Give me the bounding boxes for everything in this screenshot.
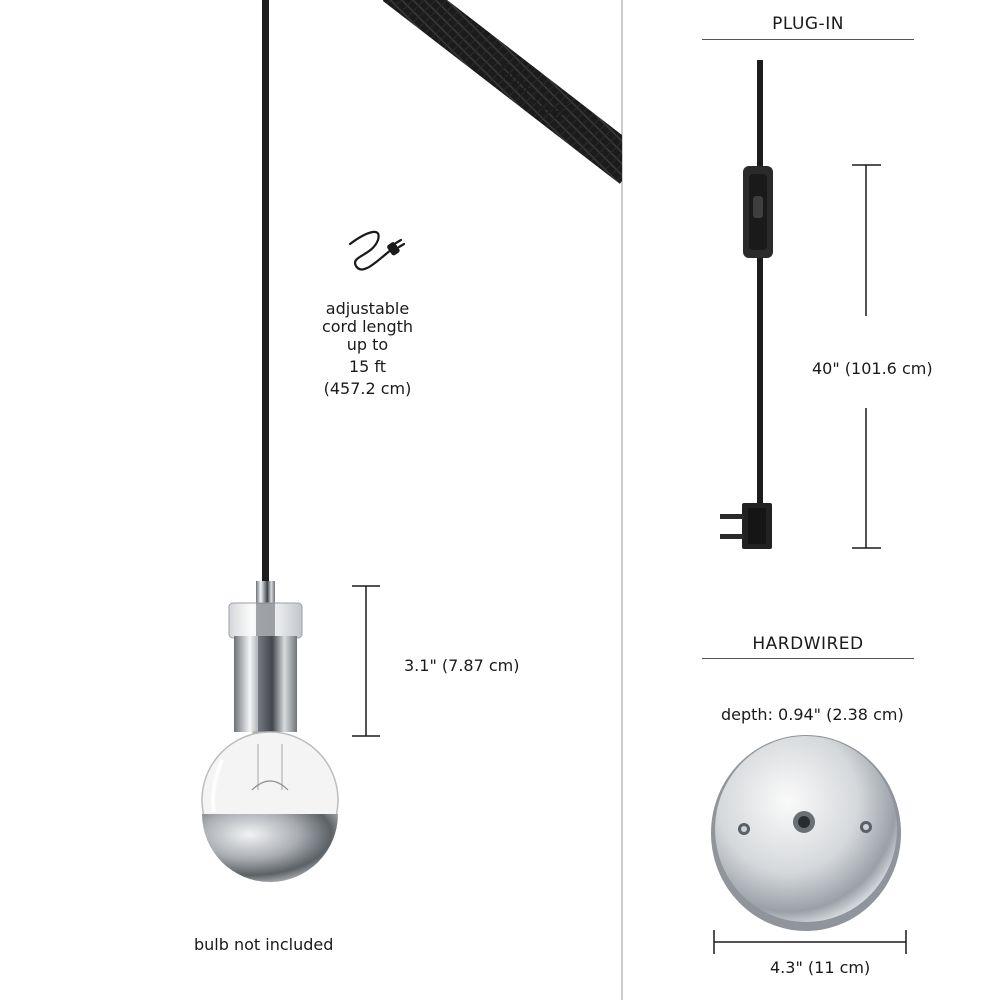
- cord-length-line: (457.2 cm): [323, 379, 412, 398]
- cord-length-line: up to: [346, 335, 389, 354]
- plugin-header: PLUG-IN: [772, 14, 844, 34]
- cord-length-line: cord length: [321, 317, 414, 336]
- canopy-width-label: 4.3" (11 cm): [770, 958, 871, 977]
- cord-length-line: adjustable: [325, 299, 410, 318]
- plugin-cord-dimension: [852, 165, 881, 548]
- bulb-note: bulb not included: [194, 935, 334, 954]
- cord-length-line: 15 ft: [348, 357, 387, 376]
- plugin-header-rule: [702, 39, 914, 40]
- plug-cord-icon: [350, 232, 404, 270]
- canopy-width-dimension: [714, 930, 906, 954]
- hardwired-header-rule: [702, 658, 914, 659]
- canopy-depth-label: depth: 0.94" (2.38 cm): [721, 705, 904, 724]
- plug-prong: [720, 514, 744, 519]
- plugin-cord-illustration: [720, 60, 773, 549]
- pendant-cord: [262, 0, 269, 583]
- plugin-cord-length-label: 40" (101.6 cm): [812, 359, 933, 378]
- socket-cap: [256, 581, 275, 605]
- bulb-mirror-tip: [202, 814, 338, 882]
- fabric-cord-label: fabric cord: [493, 60, 568, 125]
- globe-bulb: [202, 732, 338, 882]
- socket-height-label: 3.1" (7.87 cm): [404, 656, 520, 675]
- socket-height-dimension: [352, 586, 380, 736]
- hardwired-header: HARDWIRED: [752, 634, 864, 654]
- ceiling-canopy: [711, 735, 901, 931]
- cord-length-note: [300, 300, 435, 398]
- rocker-button: [753, 196, 763, 218]
